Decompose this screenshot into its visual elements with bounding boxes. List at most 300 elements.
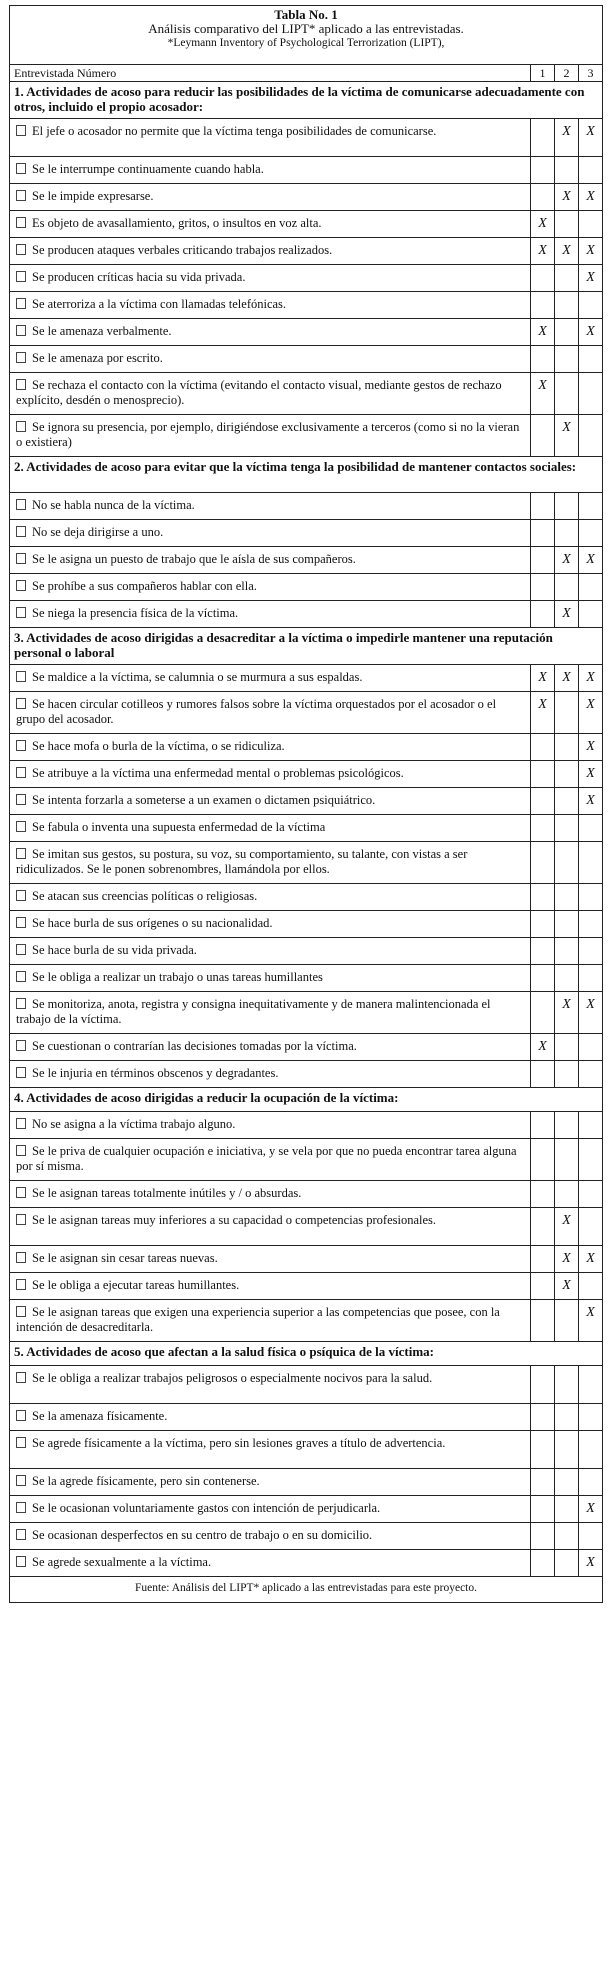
column-header-row [10, 65, 603, 82]
mark-cell-3: X [579, 319, 603, 346]
row-text: Se le injuria en términos obscenos y degradantes. [32, 1066, 279, 1080]
mark-cell-2 [555, 1431, 579, 1469]
row-text-cell [10, 665, 531, 692]
section-title: 2. Actividades de acoso para evitar que la víctima tenga la posibilidad de mantener contactos sociales: [10, 457, 603, 493]
mark-cell-2 [555, 965, 579, 992]
mark-cell-2: X [555, 1246, 579, 1273]
checkbox-bullet-icon [16, 217, 26, 228]
row-text-cell [10, 1469, 531, 1496]
table-row [10, 119, 603, 157]
mark-cell-1 [531, 1496, 555, 1523]
mark-cell-2: X [555, 992, 579, 1034]
mark-cell-3: X [579, 184, 603, 211]
mark-cell-2: X [555, 238, 579, 265]
mark-cell-3 [579, 373, 603, 415]
row-text: Se hacen circular cotilleos y rumores falsos sobre la víctima orquestados por el acosador o el grupo del acosador. [16, 697, 497, 726]
table-row [10, 692, 603, 734]
checkbox-bullet-icon [16, 971, 26, 982]
mark-cell-2 [555, 1112, 579, 1139]
mark-cell-2 [555, 761, 579, 788]
table-subtitle: Análisis comparativo del LIPT* aplicado a las entrevistadas. [148, 21, 464, 36]
mark-cell-3 [579, 346, 603, 373]
mark-cell-3: X [579, 665, 603, 692]
table-row [10, 1273, 603, 1300]
mark-cell-3 [579, 842, 603, 884]
row-text-cell [10, 1550, 531, 1577]
mark-cell-1: X [531, 319, 555, 346]
table-row [10, 734, 603, 761]
mark-cell-3 [579, 493, 603, 520]
mark-cell-3: X [579, 265, 603, 292]
row-text-cell [10, 1139, 531, 1181]
row-text-cell [10, 992, 531, 1034]
checkbox-bullet-icon [16, 379, 26, 390]
row-text-cell [10, 1366, 531, 1404]
mark-cell-2 [555, 884, 579, 911]
table-row [10, 1550, 603, 1577]
checkbox-bullet-icon [16, 1187, 26, 1198]
mark-cell-1 [531, 1208, 555, 1246]
table-header [10, 6, 603, 65]
mark-cell-2 [555, 1034, 579, 1061]
row-text-cell [10, 574, 531, 601]
mark-cell-3 [579, 1061, 603, 1088]
mark-cell-3 [579, 1273, 603, 1300]
row-text-cell [10, 415, 531, 457]
row-text: Se le interrumpe continuamente cuando habla. [32, 162, 264, 176]
mark-cell-3 [579, 1523, 603, 1550]
row-text-cell [10, 292, 531, 319]
table-row [10, 911, 603, 938]
row-text-cell [10, 761, 531, 788]
mark-cell-1 [531, 184, 555, 211]
mark-cell-1 [531, 601, 555, 628]
checkbox-bullet-icon [16, 244, 26, 255]
mark-cell-3 [579, 938, 603, 965]
row-text: Se le obliga a realizar un trabajo o unas tareas humillantes [32, 970, 323, 984]
mark-cell-2: X [555, 119, 579, 157]
mark-cell-2 [555, 346, 579, 373]
mark-cell-2 [555, 373, 579, 415]
mark-cell-1 [531, 1300, 555, 1342]
checkbox-bullet-icon [16, 1556, 26, 1567]
table-row [10, 992, 603, 1034]
mark-cell-1 [531, 1061, 555, 1088]
row-text: Se hace burla de sus orígenes o su nacionalidad. [32, 916, 273, 930]
row-text: Se fabula o inventa una supuesta enfermedad de la víctima [32, 820, 326, 834]
row-text-cell [10, 601, 531, 628]
row-text-cell [10, 1061, 531, 1088]
mark-cell-3: X [579, 1496, 603, 1523]
checkbox-bullet-icon [16, 1372, 26, 1383]
mark-cell-2: X [555, 1273, 579, 1300]
mark-cell-1 [531, 1469, 555, 1496]
mark-cell-2 [555, 842, 579, 884]
mark-cell-2 [555, 815, 579, 842]
row-text: Se producen críticas hacia su vida privada. [32, 270, 246, 284]
mark-cell-2: X [555, 184, 579, 211]
checkbox-bullet-icon [16, 698, 26, 709]
table-row [10, 574, 603, 601]
mark-cell-3 [579, 157, 603, 184]
table-row [10, 493, 603, 520]
table-row [10, 665, 603, 692]
mark-cell-3: X [579, 1550, 603, 1577]
row-text-cell [10, 547, 531, 574]
table-title: Tabla No. 1 [274, 7, 338, 22]
mark-cell-2: X [555, 665, 579, 692]
checkbox-bullet-icon [16, 821, 26, 832]
mark-cell-1 [531, 992, 555, 1034]
mark-cell-2 [555, 157, 579, 184]
table-row [10, 788, 603, 815]
mark-cell-3 [579, 815, 603, 842]
row-text: Se le obliga a realizar trabajos peligrosos o especialmente nocivos para la salud. [32, 1371, 433, 1385]
checkbox-bullet-icon [16, 944, 26, 955]
document-page [9, 5, 602, 1603]
checkbox-bullet-icon [16, 421, 26, 432]
mark-cell-2 [555, 493, 579, 520]
table-row [10, 415, 603, 457]
mark-cell-3 [579, 601, 603, 628]
row-text: Se la amenaza físicamente. [32, 1409, 168, 1423]
row-text-cell [10, 1181, 531, 1208]
row-text-cell [10, 319, 531, 346]
row-text: Se agrede físicamente a la víctima, pero sin lesiones graves a título de advertencia. [32, 1436, 446, 1450]
checkbox-bullet-icon [16, 890, 26, 901]
checkbox-bullet-icon [16, 526, 26, 537]
checkbox-bullet-icon [16, 794, 26, 805]
mark-cell-1 [531, 761, 555, 788]
row-text-cell [10, 1246, 531, 1273]
mark-cell-3: X [579, 992, 603, 1034]
row-text-cell [10, 1300, 531, 1342]
checkbox-bullet-icon [16, 1306, 26, 1317]
checkbox-bullet-icon [16, 1475, 26, 1486]
mark-cell-1 [531, 520, 555, 547]
row-text: Se le asignan tareas totalmente inútiles y / o absurdas. [32, 1186, 302, 1200]
mark-cell-1 [531, 265, 555, 292]
row-text: Se la agrede físicamente, pero sin contenerse. [32, 1474, 260, 1488]
row-text: Se producen ataques verbales criticando trabajos realizados. [32, 243, 333, 257]
row-text-cell [10, 119, 531, 157]
mark-cell-1 [531, 1523, 555, 1550]
mark-cell-1 [531, 815, 555, 842]
checkbox-bullet-icon [16, 1067, 26, 1078]
row-text: No se asigna a la víctima trabajo alguno. [32, 1117, 236, 1131]
table-row [10, 815, 603, 842]
mark-cell-1: X [531, 211, 555, 238]
checkbox-bullet-icon [16, 1214, 26, 1225]
row-text-cell [10, 520, 531, 547]
row-text: Se le ocasionan voluntariamente gastos con intención de perjudicarla. [32, 1501, 381, 1515]
mark-cell-3 [579, 1208, 603, 1246]
row-text-cell [10, 184, 531, 211]
row-text-cell [10, 842, 531, 884]
mark-cell-3 [579, 1034, 603, 1061]
table-row [10, 211, 603, 238]
row-text-cell [10, 884, 531, 911]
mark-cell-1 [531, 574, 555, 601]
checkbox-bullet-icon [16, 740, 26, 751]
row-text-cell [10, 1496, 531, 1523]
table-row [10, 1404, 603, 1431]
mark-cell-3 [579, 1181, 603, 1208]
table-row [10, 547, 603, 574]
checkbox-bullet-icon [16, 998, 26, 1009]
mark-cell-1 [531, 734, 555, 761]
checkbox-bullet-icon [16, 1437, 26, 1448]
row-text-cell [10, 265, 531, 292]
table-row [10, 761, 603, 788]
mark-cell-1 [531, 938, 555, 965]
mark-cell-3: X [579, 761, 603, 788]
mark-cell-2 [555, 1496, 579, 1523]
section-header [10, 457, 603, 493]
table-row [10, 1112, 603, 1139]
row-text: Se le asigna un puesto de trabajo que le aísla de sus compañeros. [32, 552, 356, 566]
checkbox-bullet-icon [16, 298, 26, 309]
table-row [10, 373, 603, 415]
mark-cell-1 [531, 965, 555, 992]
checkbox-bullet-icon [16, 607, 26, 618]
section-title: 1. Actividades de acoso para reducir las posibilidades de la víctima de comunicarse adecuadamente con otros, incluido el propio acosador: [10, 82, 603, 119]
mark-cell-3 [579, 1404, 603, 1431]
checkbox-bullet-icon [16, 1145, 26, 1156]
mark-cell-3: X [579, 238, 603, 265]
mark-cell-3 [579, 415, 603, 457]
mark-cell-2 [555, 319, 579, 346]
table-source-note: Fuente: Análisis del LIPT* aplicado a las entrevistadas para este proyecto. [10, 1577, 603, 1603]
mark-cell-1 [531, 788, 555, 815]
table-row [10, 842, 603, 884]
mark-cell-1 [531, 1431, 555, 1469]
row-text-cell [10, 157, 531, 184]
table-row [10, 601, 603, 628]
mark-cell-1 [531, 842, 555, 884]
mark-cell-2 [555, 938, 579, 965]
mark-cell-1: X [531, 373, 555, 415]
row-text: Se le priva de cualquier ocupación e iniciativa, y se vela por que no pueda encontrar tarea alguna por sí misma. [16, 1144, 517, 1173]
row-text-cell [10, 238, 531, 265]
mark-cell-3 [579, 211, 603, 238]
checkbox-bullet-icon [16, 1118, 26, 1129]
mark-cell-1: X [531, 238, 555, 265]
mark-cell-3 [579, 292, 603, 319]
mark-cell-2 [555, 1469, 579, 1496]
mark-cell-2 [555, 734, 579, 761]
row-text: El jefe o acosador no permite que la víctima tenga posibilidades de comunicarse. [32, 124, 437, 138]
checkbox-bullet-icon [16, 190, 26, 201]
table-row [10, 184, 603, 211]
row-text-cell [10, 211, 531, 238]
mark-cell-1 [531, 157, 555, 184]
row-text: Se le asignan tareas muy inferiores a su capacidad o competencias profesionales. [32, 1213, 437, 1227]
mark-cell-3: X [579, 547, 603, 574]
lipt-table [9, 5, 603, 1577]
mark-cell-1 [531, 1273, 555, 1300]
checkbox-bullet-icon [16, 499, 26, 510]
table-row [10, 1208, 603, 1246]
section-title: 3. Actividades de acoso dirigidas a desacreditar a la víctima o impedirle mantener una reputación personal o laboral [10, 628, 603, 665]
mark-cell-1: X [531, 1034, 555, 1061]
mark-cell-3 [579, 965, 603, 992]
table-row [10, 157, 603, 184]
checkbox-bullet-icon [16, 1502, 26, 1513]
checkbox-bullet-icon [16, 1410, 26, 1421]
row-text: Se intenta forzarla a someterse a un examen o dictamen psiquiátrico. [32, 793, 376, 807]
section-title: 4. Actividades de acoso dirigidas a reducir la ocupación de la víctima: [10, 1088, 603, 1112]
checkbox-bullet-icon [16, 553, 26, 564]
mark-cell-1 [531, 911, 555, 938]
row-text: Se le asignan tareas que exigen una experiencia superior a las competencias que posee, con la intención de desacreditarla. [16, 1305, 500, 1334]
mark-cell-2 [555, 1181, 579, 1208]
row-text: Se atribuye a la víctima una enfermedad mental o problemas psicológicos. [32, 766, 404, 780]
row-text-cell [10, 1404, 531, 1431]
table-row [10, 965, 603, 992]
table-row [10, 238, 603, 265]
mark-cell-3 [579, 1139, 603, 1181]
checkbox-bullet-icon [16, 325, 26, 336]
row-text: Se le obliga a ejecutar tareas humillantes. [32, 1278, 240, 1292]
mark-cell-1 [531, 1112, 555, 1139]
row-text: Se maldice a la víctima, se calumnia o se murmura a sus espaldas. [32, 670, 363, 684]
mark-cell-1 [531, 1550, 555, 1577]
mark-cell-2 [555, 692, 579, 734]
checkbox-bullet-icon [16, 671, 26, 682]
mark-cell-3: X [579, 788, 603, 815]
table-row [10, 520, 603, 547]
section-title: 5. Actividades de acoso que afectan a la salud física o psíquica de la víctima: [10, 1342, 603, 1366]
column-header-3: 3 [579, 65, 603, 82]
mark-cell-2 [555, 911, 579, 938]
mark-cell-1: X [531, 665, 555, 692]
table-row [10, 1139, 603, 1181]
row-text-cell [10, 911, 531, 938]
checkbox-bullet-icon [16, 1252, 26, 1263]
mark-cell-1 [531, 493, 555, 520]
mark-cell-2 [555, 1061, 579, 1088]
mark-cell-2 [555, 1139, 579, 1181]
row-text-cell [10, 1523, 531, 1550]
row-text-cell [10, 1431, 531, 1469]
mark-cell-3 [579, 1366, 603, 1404]
table-row [10, 1431, 603, 1469]
table-footer [9, 1577, 603, 1603]
row-text: Es objeto de avasallamiento, gritos, o insultos en voz alta. [32, 216, 322, 230]
mark-cell-1 [531, 119, 555, 157]
mark-cell-2 [555, 292, 579, 319]
row-text: Se aterroriza a la víctima con llamadas telefónicas. [32, 297, 287, 311]
mark-cell-2 [555, 788, 579, 815]
checkbox-bullet-icon [16, 125, 26, 136]
mark-cell-2 [555, 211, 579, 238]
mark-cell-3: X [579, 119, 603, 157]
mark-cell-1 [531, 346, 555, 373]
row-text-cell [10, 965, 531, 992]
mark-cell-1 [531, 884, 555, 911]
row-text: Se le asignan sin cesar tareas nuevas. [32, 1251, 218, 1265]
column-header-label: Entrevistada Número [10, 65, 531, 82]
table-row [10, 1496, 603, 1523]
mark-cell-1 [531, 292, 555, 319]
mark-cell-1 [531, 1246, 555, 1273]
row-text-cell [10, 493, 531, 520]
mark-cell-2: X [555, 547, 579, 574]
row-text-cell [10, 1034, 531, 1061]
row-text-cell [10, 1208, 531, 1246]
checkbox-bullet-icon [16, 1529, 26, 1540]
row-text: Se ignora su presencia, por ejemplo, dirigiéndose exclusivamente a terceros (como si no la vieran o existiera) [16, 420, 520, 449]
table-row [10, 265, 603, 292]
mark-cell-1 [531, 1139, 555, 1181]
table-note: *Leymann Inventory of Psychological Terrorization (LIPT), [167, 37, 445, 49]
table-row [10, 319, 603, 346]
table-row [10, 292, 603, 319]
table-row [10, 938, 603, 965]
mark-cell-3: X [579, 734, 603, 761]
row-text-cell [10, 1112, 531, 1139]
mark-cell-3: X [579, 692, 603, 734]
column-header-1: 1 [531, 65, 555, 82]
mark-cell-2 [555, 1366, 579, 1404]
table-row [10, 1366, 603, 1404]
row-text-cell [10, 1273, 531, 1300]
mark-cell-2 [555, 1300, 579, 1342]
mark-cell-3: X [579, 1246, 603, 1273]
mark-cell-2 [555, 265, 579, 292]
checkbox-bullet-icon [16, 352, 26, 363]
row-text: No se habla nunca de la víctima. [32, 498, 195, 512]
column-header-2: 2 [555, 65, 579, 82]
mark-cell-3 [579, 1469, 603, 1496]
mark-cell-1 [531, 1181, 555, 1208]
section-header [10, 1342, 603, 1366]
row-text: Se rechaza el contacto con la víctima (evitando el contacto visual, mediante gestos de rechazo explícito, desdén o menosprecio). [16, 378, 502, 407]
row-text: Se hace mofa o burla de la víctima, o se ridiculiza. [32, 739, 285, 753]
row-text-cell [10, 788, 531, 815]
checkbox-bullet-icon [16, 580, 26, 591]
mark-cell-2 [555, 520, 579, 547]
section-header [10, 82, 603, 119]
mark-cell-1 [531, 1366, 555, 1404]
checkbox-bullet-icon [16, 1040, 26, 1051]
mark-cell-1: X [531, 692, 555, 734]
mark-cell-1 [531, 1404, 555, 1431]
mark-cell-2: X [555, 601, 579, 628]
row-text: Se monitoriza, anota, registra y consigna inequitativamente y de manera malintencionada el trabajo de la víctima. [16, 997, 491, 1026]
row-text: Se ocasionan desperfectos en su centro de trabajo o en su domicilio. [32, 1528, 373, 1542]
table-row [10, 1061, 603, 1088]
table-row [10, 1246, 603, 1273]
mark-cell-3 [579, 911, 603, 938]
mark-cell-2 [555, 1404, 579, 1431]
mark-cell-2 [555, 1523, 579, 1550]
mark-cell-3 [579, 1112, 603, 1139]
checkbox-bullet-icon [16, 917, 26, 928]
checkbox-bullet-icon [16, 767, 26, 778]
table-row [10, 346, 603, 373]
row-text: Se cuestionan o contrarían las decisiones tomadas por la víctima. [32, 1039, 357, 1053]
row-text-cell [10, 692, 531, 734]
row-text: Se niega la presencia física de la víctima. [32, 606, 239, 620]
row-text: Se le impide expresarse. [32, 189, 154, 203]
row-text-cell [10, 373, 531, 415]
row-text-cell [10, 734, 531, 761]
checkbox-bullet-icon [16, 163, 26, 174]
mark-cell-3 [579, 574, 603, 601]
row-text: Se hace burla de su vida privada. [32, 943, 197, 957]
